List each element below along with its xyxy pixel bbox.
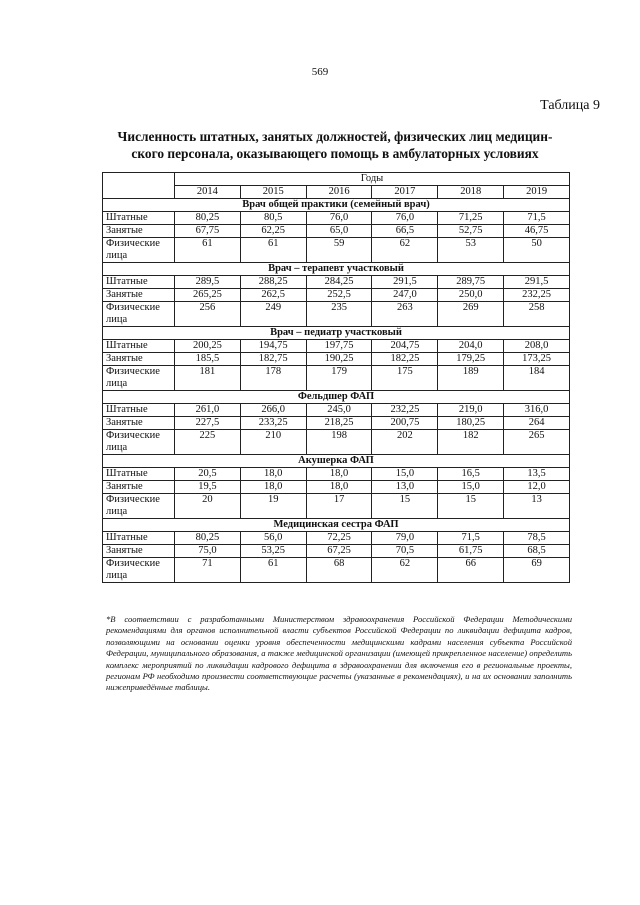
value-cell: 79,0 [372, 532, 438, 545]
value-cell: 19 [240, 494, 306, 519]
value-cell: 289,75 [438, 276, 504, 289]
value-cell: 15,0 [372, 468, 438, 481]
value-cell: 202 [372, 430, 438, 455]
staff-row [103, 468, 570, 481]
row-label-line: Физические [106, 558, 160, 569]
row-label [103, 366, 175, 391]
row-label: Занятые [103, 545, 175, 558]
section-title-row [103, 391, 570, 404]
row-label [103, 430, 175, 455]
value-cell: 62,25 [240, 225, 306, 238]
value-cell: 70,5 [372, 545, 438, 558]
occupied-row [103, 481, 570, 494]
occupied-row [103, 289, 570, 302]
persons-row [103, 430, 570, 455]
value-cell: 316,0 [504, 404, 570, 417]
persons-row [103, 238, 570, 263]
value-cell: 197,75 [306, 340, 372, 353]
value-cell: 175 [372, 366, 438, 391]
value-cell: 53 [438, 238, 504, 263]
value-cell: 185,5 [175, 353, 241, 366]
persons-row [103, 302, 570, 327]
value-cell: 18,0 [240, 481, 306, 494]
value-cell: 219,0 [438, 404, 504, 417]
row-label-line: лица [106, 250, 128, 261]
value-cell: 208,0 [504, 340, 570, 353]
staff-row [103, 212, 570, 225]
value-cell: 19,5 [175, 481, 241, 494]
value-cell: 13,5 [504, 468, 570, 481]
value-cell: 18,0 [240, 468, 306, 481]
value-cell: 15 [438, 494, 504, 519]
row-label-line: Физические [106, 494, 160, 505]
row-label [103, 238, 175, 263]
value-cell: 61 [175, 238, 241, 263]
value-cell: 67,75 [175, 225, 241, 238]
occupied-row [103, 225, 570, 238]
row-label: Занятые [103, 225, 175, 238]
section-title-row [103, 263, 570, 276]
section-title-row [103, 455, 570, 468]
row-label-line: Физические [106, 238, 160, 249]
title-line-2: ского персонала, оказывающего помощь в амбулаторных условиях [131, 146, 539, 161]
value-cell: 245,0 [306, 404, 372, 417]
value-cell: 184 [504, 366, 570, 391]
value-cell: 250,0 [438, 289, 504, 302]
value-cell: 262,5 [240, 289, 306, 302]
value-cell: 204,75 [372, 340, 438, 353]
years-header: Годы [175, 173, 570, 186]
value-cell: 71,25 [438, 212, 504, 225]
value-cell: 204,0 [438, 340, 504, 353]
header-corner-cell [103, 173, 175, 199]
value-cell: 46,75 [504, 225, 570, 238]
value-cell: 189 [438, 366, 504, 391]
value-cell: 288,25 [240, 276, 306, 289]
value-cell: 247,0 [372, 289, 438, 302]
value-cell: 289,5 [175, 276, 241, 289]
value-cell: 67,25 [306, 545, 372, 558]
row-label [103, 494, 175, 519]
value-cell: 225 [175, 430, 241, 455]
value-cell: 69 [504, 558, 570, 583]
row-label-line: лица [106, 378, 128, 389]
occupied-row [103, 353, 570, 366]
value-cell: 13 [504, 494, 570, 519]
row-label: Занятые [103, 289, 175, 302]
value-cell: 252,5 [306, 289, 372, 302]
value-cell: 182 [438, 430, 504, 455]
value-cell: 218,25 [306, 417, 372, 430]
value-cell: 13,0 [372, 481, 438, 494]
row-label-line: Физические [106, 302, 160, 313]
row-label-line: лица [106, 442, 128, 453]
value-cell: 258 [504, 302, 570, 327]
value-cell: 210 [240, 430, 306, 455]
footnote: *В соответствии с разработанными Министерством здравоохранения Российской Федерации Методическими рекомендациями для органов исполнительной власти субъектов Российской Федерации по ликвидации дефицита кадров, позволяющими на основании оценки уровня обеспеченности медицинскими кадрами населения субъекта Российской Федерации, муниципального образования, а также медицинской организации (имеющей прикрепленное население) определить комплекс мероприятий по ликвидации кадрового дефицита в здравоохранении для включения его в региональные проекты, регионам РФ необходимо произвести соответствующие расчеты (указанные в рекомендациях), и на их основании заполнить нижеприведённые таблицы. [106, 614, 572, 693]
value-cell: 198 [306, 430, 372, 455]
staff-row [103, 532, 570, 545]
occupied-row [103, 545, 570, 558]
staff-row [103, 404, 570, 417]
row-label: Штатные [103, 468, 175, 481]
value-cell: 269 [438, 302, 504, 327]
value-cell: 18,0 [306, 481, 372, 494]
row-label-line: лица [106, 570, 128, 581]
value-cell: 62 [372, 558, 438, 583]
value-cell: 76,0 [372, 212, 438, 225]
value-cell: 263 [372, 302, 438, 327]
value-cell: 256 [175, 302, 241, 327]
year-header-cell: 2015 [240, 186, 306, 199]
value-cell: 80,5 [240, 212, 306, 225]
value-cell: 66 [438, 558, 504, 583]
section-title: Акушерка ФАП [103, 455, 570, 468]
value-cell: 16,5 [438, 468, 504, 481]
value-cell: 291,5 [372, 276, 438, 289]
value-cell: 266,0 [240, 404, 306, 417]
value-cell: 261,0 [175, 404, 241, 417]
year-header-cell: 2014 [175, 186, 241, 199]
value-cell: 173,25 [504, 353, 570, 366]
section-title: Медицинская сестра ФАП [103, 519, 570, 532]
value-cell: 233,25 [240, 417, 306, 430]
table-label: Таблица 9 [540, 98, 600, 113]
persons-row [103, 366, 570, 391]
section-title: Врач – терапевт участковый [103, 263, 570, 276]
value-cell: 182,75 [240, 353, 306, 366]
value-cell: 80,25 [175, 212, 241, 225]
title-line-1: Численность штатных, занятых должностей, физических лиц медицин- [117, 129, 553, 144]
value-cell: 18,0 [306, 468, 372, 481]
year-header-cell: 2019 [504, 186, 570, 199]
value-cell: 50 [504, 238, 570, 263]
staffing-table [102, 172, 570, 583]
section-title: Фельдшер ФАП [103, 391, 570, 404]
value-cell: 235 [306, 302, 372, 327]
value-cell: 200,75 [372, 417, 438, 430]
value-cell: 232,25 [372, 404, 438, 417]
value-cell: 200,25 [175, 340, 241, 353]
value-cell: 20,5 [175, 468, 241, 481]
row-label: Штатные [103, 212, 175, 225]
row-label [103, 558, 175, 583]
staff-row [103, 276, 570, 289]
row-label [103, 302, 175, 327]
staff-row [103, 340, 570, 353]
value-cell: 62 [372, 238, 438, 263]
value-cell: 68 [306, 558, 372, 583]
value-cell: 265 [504, 430, 570, 455]
value-cell: 72,25 [306, 532, 372, 545]
value-cell: 71,5 [504, 212, 570, 225]
section-title-row [103, 519, 570, 532]
value-cell: 291,5 [504, 276, 570, 289]
value-cell: 71,5 [438, 532, 504, 545]
value-cell: 17 [306, 494, 372, 519]
row-label-line: Физические [106, 366, 160, 377]
value-cell: 179 [306, 366, 372, 391]
value-cell: 15,0 [438, 481, 504, 494]
value-cell: 264 [504, 417, 570, 430]
value-cell: 232,25 [504, 289, 570, 302]
value-cell: 284,25 [306, 276, 372, 289]
value-cell: 75,0 [175, 545, 241, 558]
value-cell: 179,25 [438, 353, 504, 366]
page-number: 569 [311, 66, 329, 78]
section-title: Врач – педиатр участковый [103, 327, 570, 340]
value-cell: 249 [240, 302, 306, 327]
row-label: Занятые [103, 481, 175, 494]
persons-row [103, 494, 570, 519]
row-label: Занятые [103, 417, 175, 430]
value-cell: 80,25 [175, 532, 241, 545]
value-cell: 65,0 [306, 225, 372, 238]
value-cell: 181 [175, 366, 241, 391]
value-cell: 52,75 [438, 225, 504, 238]
value-cell: 56,0 [240, 532, 306, 545]
value-cell: 71 [175, 558, 241, 583]
value-cell: 61,75 [438, 545, 504, 558]
value-cell: 76,0 [306, 212, 372, 225]
value-cell: 265,25 [175, 289, 241, 302]
value-cell: 61 [240, 238, 306, 263]
value-cell: 227,5 [175, 417, 241, 430]
value-cell: 53,25 [240, 545, 306, 558]
value-cell: 180,25 [438, 417, 504, 430]
section-title-row [103, 327, 570, 340]
occupied-row [103, 417, 570, 430]
row-label: Занятые [103, 353, 175, 366]
document-title [100, 128, 570, 162]
year-header-cell: 2016 [306, 186, 372, 199]
value-cell: 194,75 [240, 340, 306, 353]
section-title-row [103, 199, 570, 212]
value-cell: 20 [175, 494, 241, 519]
year-header-cell: 2017 [372, 186, 438, 199]
value-cell: 68,5 [504, 545, 570, 558]
value-cell: 190,25 [306, 353, 372, 366]
value-cell: 78,5 [504, 532, 570, 545]
value-cell: 15 [372, 494, 438, 519]
row-label: Штатные [103, 404, 175, 417]
value-cell: 66,5 [372, 225, 438, 238]
row-label: Штатные [103, 532, 175, 545]
row-label-line: лица [106, 314, 128, 325]
year-header-cell: 2018 [438, 186, 504, 199]
value-cell: 12,0 [504, 481, 570, 494]
value-cell: 61 [240, 558, 306, 583]
value-cell: 182,25 [372, 353, 438, 366]
row-label-line: лица [106, 506, 128, 517]
row-label: Штатные [103, 276, 175, 289]
header-row-years-label [103, 173, 570, 186]
persons-row [103, 558, 570, 583]
value-cell: 178 [240, 366, 306, 391]
value-cell: 59 [306, 238, 372, 263]
row-label-line: Физические [106, 430, 160, 441]
row-label: Штатные [103, 340, 175, 353]
section-title: Врач общей практики (семейный врач) [103, 199, 570, 212]
